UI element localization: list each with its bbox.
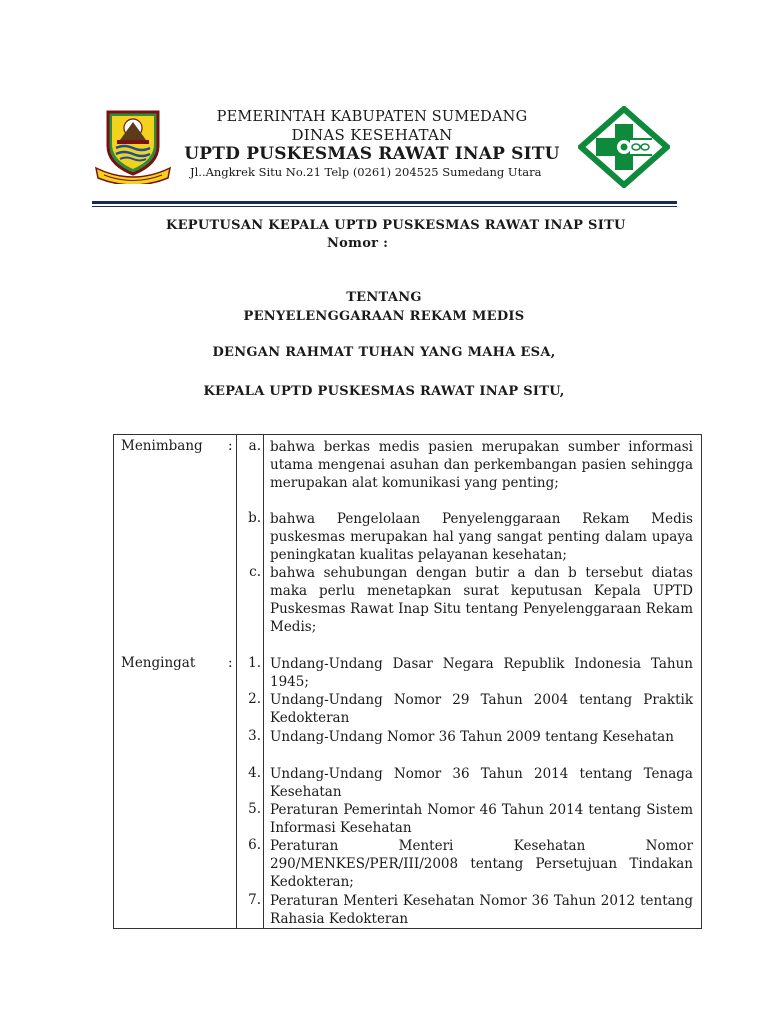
column-divider — [263, 435, 264, 928]
list-marker: 1. — [248, 655, 261, 671]
list-marker: 3. — [248, 728, 261, 744]
list-marker: 7. — [248, 892, 261, 908]
about-label: TENTANG — [346, 290, 422, 305]
legal-basis-item: Peraturan Menteri Kesehatan Nomor 290/MENKES/PER/III/2008 tentang Persetujuan Tindakan Kedokteran; — [270, 838, 693, 890]
list-marker: 6. — [248, 837, 261, 853]
department-name: DINAS KESEHATAN — [291, 126, 453, 144]
list-marker: b. — [248, 510, 261, 526]
list-marker: 5. — [248, 801, 261, 817]
remembering-colon: : — [228, 655, 233, 671]
legal-basis-item: Peraturan Pemerintah Nomor 46 Tahun 2014 tentang Sistem Informasi Kesehatan — [270, 802, 693, 836]
column-divider — [236, 435, 237, 928]
sumedang-regency-crest-icon — [94, 106, 172, 184]
letterhead — [0, 0, 768, 210]
letterhead-rule-thin — [92, 206, 677, 207]
institution-address: Jl..Angkrek Situ No.21 Telp (0261) 204525 Sumedang Utara — [190, 165, 542, 179]
decree-number: Nomor : — [327, 236, 389, 251]
consideration-item: bahwa berkas medis pasien merupakan sumber informasi utama mengenai asuhan dan perkembangan pasien sehingga merupakan alat komunikasi yang penting; — [270, 439, 693, 491]
government-name: PEMERINTAH KABUPATEN SUMEDANG — [216, 109, 528, 125]
official-title: KEPALA UPTD PUSKESMAS RAWAT INAP SITU, — [203, 384, 565, 399]
blessing-line: DENGAN RAHMAT TUHAN YANG MAHA ESA, — [212, 345, 556, 360]
list-marker: c. — [249, 564, 261, 580]
legal-basis-item: Peraturan Menteri Kesehatan Nomor 36 Tahun 2012 tentang Rahasia Kedokteran — [270, 893, 693, 927]
puskesmas-cross-icon — [578, 106, 670, 188]
remembering-label: Mengingat — [121, 655, 196, 671]
legal-basis-item: Undang-Undang Nomor 29 Tahun 2004 tentang Praktik Kedokteran — [270, 692, 693, 726]
letterhead-rule — [92, 201, 677, 204]
list-marker: 2. — [248, 691, 261, 707]
letterhead-text — [172, 108, 572, 165]
list-marker: 4. — [248, 765, 261, 781]
considering-label: Menimbang — [121, 438, 203, 454]
legal-basis-item: Undang-Undang Nomor 36 Tahun 2009 tentang Kesehatan — [270, 729, 674, 745]
decree-considerations-table — [113, 434, 702, 929]
institution-name: UPTD PUSKESMAS RAWAT INAP SITU — [184, 144, 560, 164]
list-marker: a. — [248, 438, 261, 454]
decree-subject: PENYELENGGARAAN REKAM MEDIS — [243, 309, 525, 324]
legal-basis-item: Undang-Undang Dasar Negara Republik Indonesia Tahun 1945; — [270, 656, 693, 690]
decree-title: KEPUTUSAN KEPALA UPTD PUSKESMAS RAWAT INAP SITU — [166, 218, 626, 233]
consideration-item: bahwa Pengelolaan Penyelenggaraan Rekam Medis puskesmas merupakan hal yang sangat penting dalam upaya peningkatan kualitas pelayanan kesehatan; — [270, 511, 693, 563]
consideration-item: bahwa sehubungan dengan butir a dan b tersebut diatas maka perlu menetapkan surat keputusan Kepala UPTD Puskesmas Rawat Inap Situ tentang Penyelenggaraan Rekam Medis; — [270, 565, 693, 635]
considering-colon: : — [228, 438, 233, 454]
legal-basis-item: Undang-Undang Nomor 36 Tahun 2014 tentang Tenaga Kesehatan — [270, 766, 693, 800]
